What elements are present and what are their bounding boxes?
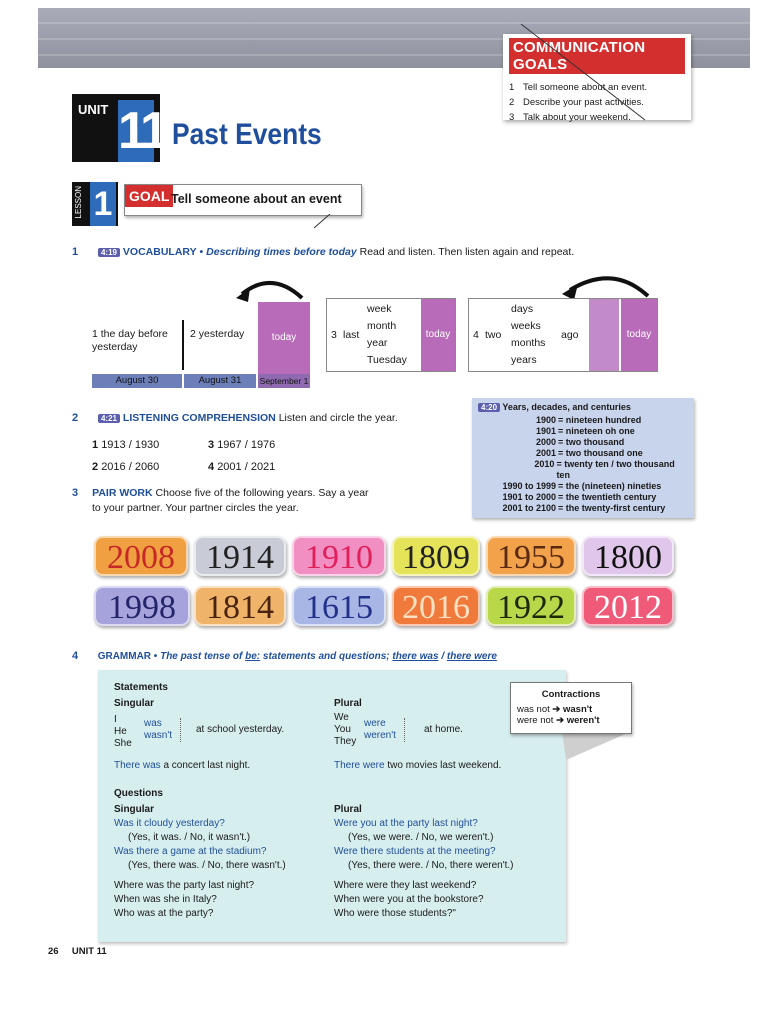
- timeline-last: 3 last week month year Tuesday today: [326, 298, 456, 372]
- grammar-box: Statements Singular I He She was wasn't at school yesterday. Plural We You They were weren't at home. There was a concert last night. There were two movies last weekend. Questions Singular Was it cloudy yesterday? (Yes, it was. / No, it wasn't.) Was there a game at the stadium? (Yes, there was. / No, there wasn't.) Plural Were you at the party last night? (Yes, we were. / No, we weren't.) Were there students at the meeting? (Yes, there were. / No, there weren't.) Where was the party last night? When was she in Italy? Who was at the party? Where were they last weekend? When were you at the bookstore? Who were those students?": [98, 670, 566, 942]
- audio-track-icon[interactable]: 4:19: [98, 248, 120, 257]
- today-box: today: [421, 299, 455, 371]
- audio-track-icon[interactable]: 4:20: [478, 403, 500, 412]
- section-3-heading: 3 PAIR WORK Choose five of the following years. Say a year to your partner. Your partner circles the year.: [72, 487, 369, 514]
- goal-text: Tell someone about an event: [171, 192, 342, 206]
- year-tile[interactable]: 1809: [392, 536, 480, 576]
- year-tile[interactable]: 1955: [486, 536, 576, 576]
- date-label: September 1: [259, 376, 309, 386]
- year-tile[interactable]: 2016: [392, 586, 480, 626]
- cross-out-mark: [517, 20, 657, 124]
- year-tile[interactable]: 1615: [292, 586, 386, 626]
- year-tile[interactable]: 1814: [194, 586, 286, 626]
- page-number: 26: [48, 946, 59, 957]
- goal-tag: GOAL: [125, 185, 173, 207]
- year-tile[interactable]: 2012: [582, 586, 674, 626]
- listening-items: 3 1967 / 1976 4 2001 / 2021: [208, 439, 276, 473]
- contractions-box: Contractions was not ➔ wasn't were not ➔ weren't: [510, 682, 632, 734]
- lesson-number: 1: [90, 182, 116, 226]
- communication-goals-box: [503, 34, 691, 123]
- goal-item: 3 Talk about your weekend.: [509, 112, 631, 123]
- unit-badge: [72, 94, 165, 162]
- timeline-item: 2 yesterday: [190, 328, 245, 340]
- goal-item: 1 Tell someone about an event.: [509, 82, 648, 93]
- unit-label: UNIT: [78, 102, 109, 117]
- date-label: August 30: [92, 374, 182, 388]
- year-tile[interactable]: 2008: [94, 536, 188, 576]
- page-title: Past Events: [172, 118, 322, 151]
- section-1-heading: 1 4:19 VOCABULARY • Describing times before today Read and listen. Then listen again and repeat.: [72, 246, 575, 258]
- footer-unit: UNIT 11: [71, 946, 107, 957]
- year-tile[interactable]: 1910: [292, 536, 386, 576]
- goal-item: 2 Describe your past activities.: [509, 97, 644, 108]
- goal-pointer: [300, 214, 340, 230]
- timeline-ago: 4 two days weeks months years ago today: [468, 276, 660, 372]
- callout-tail: [562, 732, 632, 772]
- date-label: August 31: [184, 374, 256, 388]
- timeline-days: [92, 298, 312, 390]
- lesson-goal-box: [124, 184, 362, 216]
- audio-track-icon[interactable]: 4:21: [98, 414, 120, 423]
- year-tile[interactable]: 1922: [486, 586, 576, 626]
- lesson-badge: [72, 182, 118, 226]
- unit-number: 11: [118, 102, 165, 160]
- year-tile[interactable]: 1914: [194, 536, 286, 576]
- communication-goals-title: COMMUNICATION GOALS: [509, 38, 685, 74]
- lesson-label: LESSON: [74, 186, 83, 219]
- today-box: today: [258, 302, 310, 374]
- year-tile[interactable]: 1998: [94, 586, 190, 626]
- timeline-item: 1 the day before yesterday: [92, 328, 168, 353]
- year-tile[interactable]: 1800: [582, 536, 674, 576]
- section-2-heading: 2 4:21 LISTENING COMPREHENSION Listen and circle the year.: [72, 412, 398, 424]
- years-reference-box: 4:20 Years, decades, and centuries 1900 = nineteen hundred 1901 = nineteen oh one 2000 = two thousand 2001 = two thousand one 2010 = twenty ten / two thousand ten 1990 to 1999 = the (nineteen) nineties 1901 to 2000 = the twentieth century 2001 to 2100 = the twenty-first century: [472, 398, 694, 518]
- section-4-heading: 4 GRAMMAR • The past tense of be: statements and questions; there was / there were: [72, 650, 497, 662]
- page-footer: [48, 946, 107, 957]
- listening-items: 1 1913 / 1930 2 2016 / 2060: [92, 439, 160, 473]
- today-box: today: [621, 299, 657, 371]
